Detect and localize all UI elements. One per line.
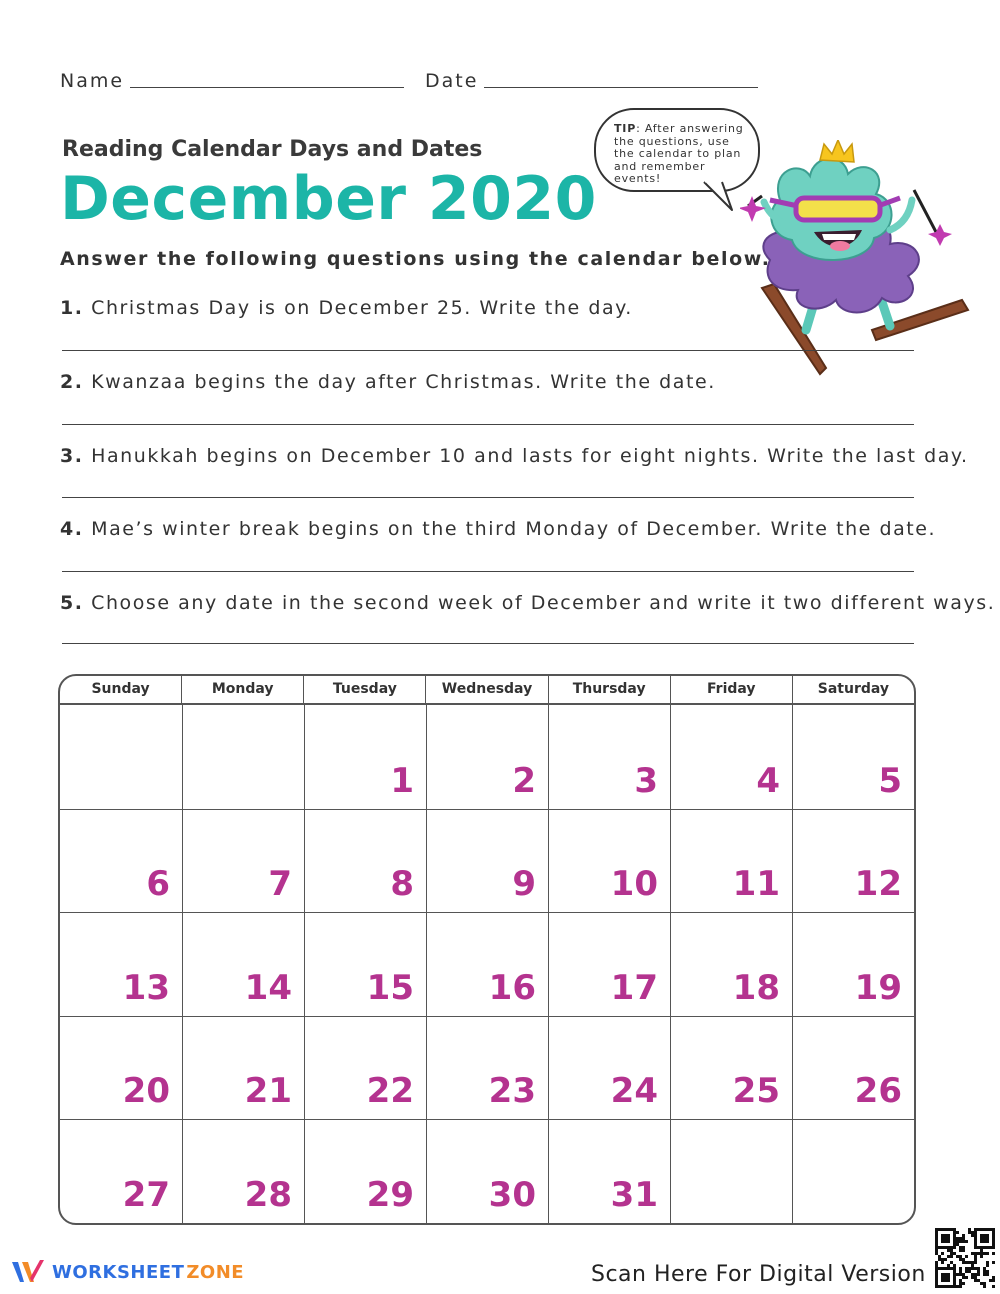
december-calendar xyxy=(58,674,916,1225)
brand-first-word: WORKSHEET xyxy=(52,1261,185,1283)
date-field[interactable] xyxy=(484,87,758,88)
question-number: 3. xyxy=(60,445,84,467)
weekday-header: Friday xyxy=(670,676,792,703)
calendar-date-number: 4 xyxy=(756,760,780,801)
worksheet-subtitle: Reading Calendar Days and Dates xyxy=(62,137,483,162)
worksheet-zone-w-icon xyxy=(10,1258,46,1286)
calendar-date-number: 1 xyxy=(390,760,414,801)
calendar-day-cell xyxy=(182,1119,304,1223)
question-text: Choose any date in the second week of December and write it two different ways. xyxy=(83,592,996,614)
ski-monster-mascot-icon xyxy=(740,140,980,380)
calendar-day-cell xyxy=(792,1119,914,1223)
calendar-day-cell xyxy=(60,912,182,1016)
calendar-date-number: 28 xyxy=(244,1174,292,1215)
calendar-date-number: 6 xyxy=(146,864,170,905)
name-label: Name xyxy=(60,70,125,92)
calendar-date-number: 12 xyxy=(854,864,902,905)
calendar-day-cell xyxy=(548,1016,670,1120)
calendar-day-cell xyxy=(548,1119,670,1223)
question-2 xyxy=(60,371,716,393)
question-4 xyxy=(60,518,936,540)
answer-line-2[interactable] xyxy=(62,424,914,425)
calendar-day-cell xyxy=(792,912,914,1016)
calendar-day-cell xyxy=(670,809,792,913)
calendar-date-number: 13 xyxy=(122,967,170,1008)
answer-line-5[interactable] xyxy=(62,643,914,644)
tip-text: : After answering the questions, use the calendar to plan and remember events! xyxy=(614,122,744,185)
date-label: Date xyxy=(425,70,479,92)
weekday-header: Tuesday xyxy=(303,676,425,703)
calendar-day-cell xyxy=(426,705,548,809)
calendar-date-number: 7 xyxy=(268,864,292,905)
bubble-tail-icon xyxy=(700,180,740,214)
weekday-header: Sunday xyxy=(91,681,150,697)
calendar-day-cell xyxy=(426,912,548,1016)
tip-label: TIP xyxy=(614,122,637,135)
answer-line-1[interactable] xyxy=(62,350,914,351)
calendar-day-cell xyxy=(304,1016,426,1120)
instructions-text: Answer the following questions using the calendar below. xyxy=(60,248,771,270)
answer-line-4[interactable] xyxy=(62,571,914,572)
calendar-date-number: 10 xyxy=(610,864,658,905)
calendar-date-number: 14 xyxy=(244,967,292,1008)
calendar-date-number: 24 xyxy=(610,1071,658,1112)
answer-line-3[interactable] xyxy=(62,497,914,498)
calendar-day-cell xyxy=(548,912,670,1016)
calendar-day-cell xyxy=(670,1119,792,1223)
calendar-date-number: 16 xyxy=(488,967,536,1008)
calendar-date-number: 2 xyxy=(512,760,536,801)
calendar-day-cell xyxy=(670,705,792,809)
calendar-day-cell xyxy=(304,912,426,1016)
calendar-date-number: 20 xyxy=(122,1071,170,1112)
qr-code-icon[interactable] xyxy=(935,1228,995,1288)
calendar-date-number: 11 xyxy=(732,864,780,905)
question-1 xyxy=(60,297,633,319)
calendar-date-number: 9 xyxy=(512,864,536,905)
calendar-day-cell xyxy=(182,705,304,809)
question-number: 1. xyxy=(60,297,84,319)
question-number: 5. xyxy=(60,592,84,614)
calendar-date-number: 22 xyxy=(366,1071,414,1112)
calendar-day-cell xyxy=(182,809,304,913)
question-number: 2. xyxy=(60,371,84,393)
calendar-date-number: 3 xyxy=(634,760,658,801)
calendar-date-number: 31 xyxy=(610,1174,658,1215)
calendar-date-number: 5 xyxy=(878,760,902,801)
weekday-header: Wednesday xyxy=(425,676,547,703)
calendar-date-number: 18 xyxy=(732,967,780,1008)
scan-instruction: Scan Here For Digital Version xyxy=(591,1262,926,1287)
worksheet-title: December 2020 xyxy=(60,164,597,234)
calendar-day-cell xyxy=(670,912,792,1016)
weekday-header: Saturday xyxy=(792,676,914,703)
brand-second-word: ZONE xyxy=(186,1261,245,1283)
calendar-day-cell xyxy=(548,705,670,809)
question-text: Kwanzaa begins the day after Christmas. Write the date. xyxy=(83,371,716,393)
weekday-header: Thursday xyxy=(548,676,670,703)
worksheet-zone-logo xyxy=(10,1258,244,1286)
calendar-day-cell xyxy=(60,1119,182,1223)
calendar-grid xyxy=(60,705,914,1223)
calendar-day-cell xyxy=(792,1016,914,1120)
calendar-date-number: 27 xyxy=(122,1174,170,1215)
calendar-date-number: 29 xyxy=(366,1174,414,1215)
calendar-header-row xyxy=(60,676,914,705)
name-field[interactable] xyxy=(130,87,404,88)
calendar-day-cell xyxy=(426,1016,548,1120)
calendar-day-cell xyxy=(304,809,426,913)
calendar-date-number: 25 xyxy=(732,1071,780,1112)
calendar-day-cell xyxy=(792,809,914,913)
question-text: Hanukkah begins on December 10 and lasts for eight nights. Write the last day. xyxy=(83,445,969,467)
calendar-day-cell xyxy=(304,1119,426,1223)
calendar-date-number: 21 xyxy=(244,1071,292,1112)
calendar-day-cell xyxy=(60,809,182,913)
question-5 xyxy=(60,592,995,614)
calendar-day-cell xyxy=(304,705,426,809)
question-text: Christmas Day is on December 25. Write the day. xyxy=(83,297,633,319)
question-text: Mae’s winter break begins on the third Monday of December. Write the date. xyxy=(83,518,937,540)
question-3 xyxy=(60,445,969,467)
calendar-date-number: 17 xyxy=(610,967,658,1008)
calendar-day-cell xyxy=(548,809,670,913)
calendar-day-cell xyxy=(792,705,914,809)
weekday-header: Monday xyxy=(181,676,303,703)
calendar-day-cell xyxy=(182,1016,304,1120)
calendar-day-cell xyxy=(182,912,304,1016)
calendar-date-number: 30 xyxy=(488,1174,536,1215)
calendar-date-number: 19 xyxy=(854,967,902,1008)
calendar-date-number: 15 xyxy=(366,967,414,1008)
calendar-day-cell xyxy=(60,705,182,809)
calendar-day-cell xyxy=(670,1016,792,1120)
calendar-date-number: 8 xyxy=(390,864,414,905)
question-number: 4. xyxy=(60,518,84,540)
calendar-day-cell xyxy=(426,809,548,913)
calendar-date-number: 23 xyxy=(488,1071,536,1112)
calendar-day-cell xyxy=(426,1119,548,1223)
calendar-day-cell xyxy=(60,1016,182,1120)
calendar-date-number: 26 xyxy=(854,1071,902,1112)
